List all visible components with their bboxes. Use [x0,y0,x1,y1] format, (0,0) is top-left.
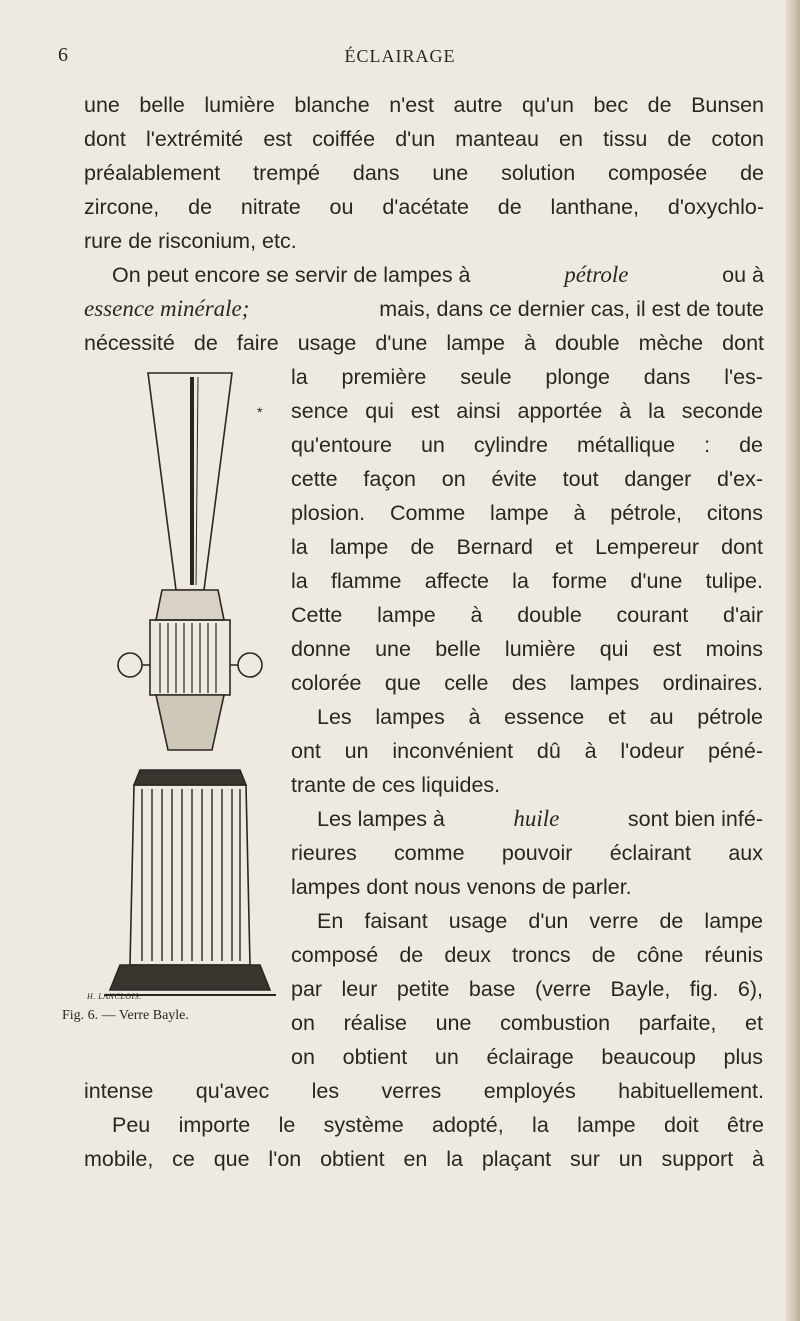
page-edge-shadow [786,0,800,1321]
text-line: En faisant usage d'un verre de lampe [317,909,763,933]
text-line: dont l'extrémité est coiffée d'un manteau en tissu de coton [84,127,764,151]
text-line: colorée que celle des lampes ordinaires. [291,671,763,695]
figure-caption: Fig. 6. — Verre Bayle. [62,1008,189,1023]
engraver-signature: H. LANCLOIS. [87,992,142,1001]
text-segment: sont bien infé- [627,807,763,831]
text-line: composé de deux troncs de cône réunis [291,943,763,967]
page-header [0,44,800,74]
text-line: qu'entoure un cylindre métallique : de [291,433,763,457]
text-line: on obtient un éclairage beaucoup plus [291,1045,763,1069]
text-segment: On peut encore se servir de lampes à [112,263,471,287]
text-segment: ou à [722,263,764,287]
text-line: lampes dont nous venons de parler. [291,875,632,899]
text-line: Les lampes à essence et au pétrole [317,705,763,729]
text-line [317,804,763,834]
text-line [84,294,764,324]
text-segment: mais, dans ce dernier cas, il est de toute [379,297,764,321]
bayle-glass-engraving [100,365,280,1005]
text-line: sence qui est ainsi apportée à la seconde [291,399,763,423]
text-line: la première seule plonge dans l'es- [291,365,763,389]
text-line: Cette lampe à double courant d'air [291,603,763,627]
italic-term-petrole: pétrole [564,262,629,287]
lamp-illustration [100,365,280,1005]
text-line: donne une belle lumière qui est moins [291,637,763,661]
text-line: plosion. Comme lampe à pétrole, citons [291,501,763,525]
italic-term-huile: huile [513,806,560,831]
text-line: par leur petite base (verre Bayle, fig. 6), [291,977,763,1001]
text-line: intense qu'avec les verres employés habituellement. [84,1079,764,1103]
page-number: 6 [58,44,68,66]
text-line: la lampe de Bernard et Lempereur dont [291,535,763,559]
text-segment: Les lampes à [317,807,445,831]
text-line: mobile, ce que l'on obtient en la plaçant sur un support à [84,1147,764,1171]
text-line: rieures comme pouvoir éclairant aux [291,841,763,865]
text-line [112,260,764,290]
text-line: Peu importe le système adopté, la lampe doit être [112,1113,764,1137]
text-line: on réalise une combustion parfaite, et [291,1011,763,1035]
running-title: ÉCLAIRAGE [344,46,456,66]
text-line: cette façon on évite tout danger d'ex- [291,467,763,491]
text-line: une belle lumière blanche n'est autre qu'un bec de Bunsen [84,93,764,117]
text-line: rure de risconium, etc. [84,229,297,253]
text-line: la flamme affecte la forme d'une tulipe. [291,569,763,593]
asterisk-mark: * [257,404,263,420]
text-line: nécessité de faire usage d'une lampe à double mèche dont [84,331,764,355]
text-line: trante de ces liquides. [291,773,501,797]
text-line: zircone, de nitrate ou d'acétate de lanthane, d'oxychlo- [84,195,764,219]
italic-term-essence-minerale: essence minérale; [84,296,250,321]
text-line: préalablement trempé dans une solution composée de [84,161,764,185]
text-line: ont un inconvénient dû à l'odeur péné- [291,739,763,763]
